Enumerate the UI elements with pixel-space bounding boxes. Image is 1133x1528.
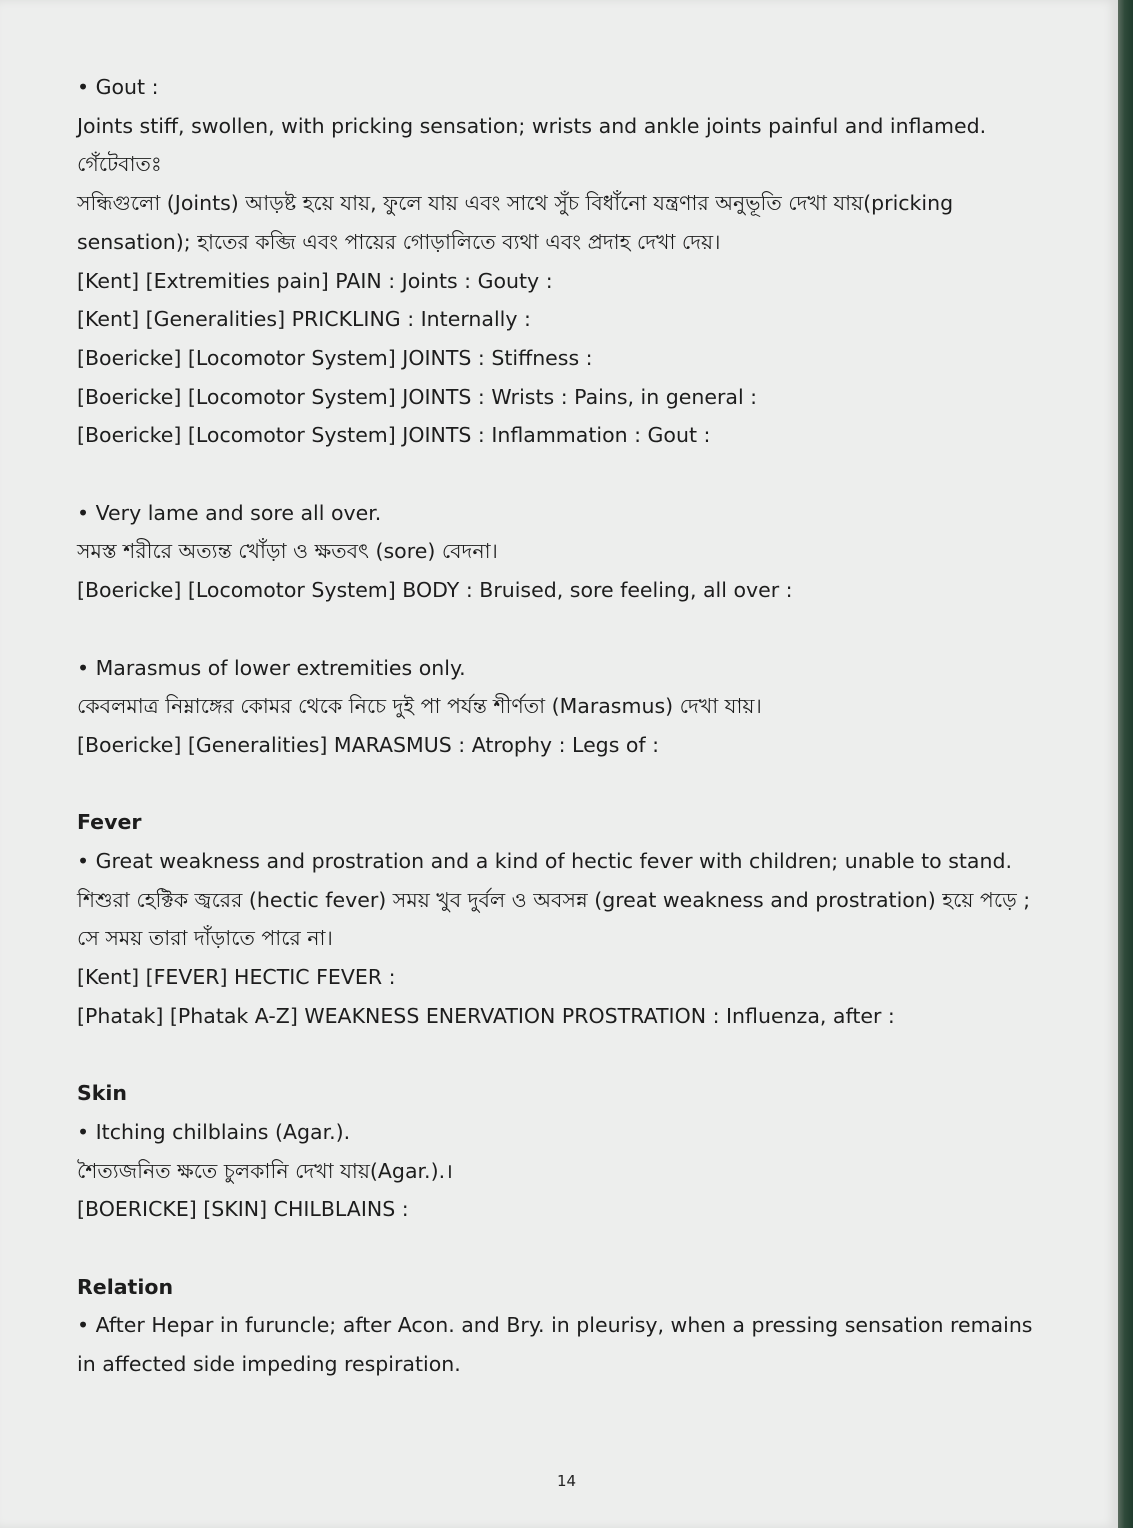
bengali-line: সে সময় তারা দাঁড়াতে পারে না। (77, 926, 333, 951)
bengali-line: গেঁটেবাতঃ (77, 152, 162, 177)
spacer (77, 610, 1097, 649)
bengali-line: শৈত্যজনিত ক্ষতে চুলকানি দেখা যায়(Agar.).। (77, 1158, 453, 1183)
rubric-line: [Kent] [Extremities pain] PAIN : Joints : Gouty : (77, 268, 553, 293)
rubric-line: [Boericke] [Locomotor System] JOINTS : Wrists : Pains, in general : (77, 384, 758, 409)
page-number: 14 (556, 1472, 577, 1490)
text-line: Joints stiff, swollen, with pricking sensation; wrists and ankle joints painful and inflamed. (77, 113, 987, 138)
spacer (77, 455, 1097, 494)
bullet-line: • Marasmus of lower extremities only. (77, 655, 466, 680)
spacer (77, 1229, 1097, 1268)
spacer (77, 1036, 1097, 1075)
rubric-line: [BOERICKE] [SKIN] CHILBLAINS : (77, 1197, 409, 1222)
section-heading: Relation (77, 1274, 174, 1299)
rubric-line: [Boericke] [Generalities] MARASMUS : Atrophy : Legs of : (77, 732, 660, 757)
spacer (77, 765, 1097, 804)
bullet-line: • Itching chilblains (Agar.). (77, 1119, 351, 1144)
section-marasmus (77, 649, 1097, 765)
section-relation (77, 1268, 1097, 1384)
bengali-line: কেবলমাত্র নিম্নাঙ্গের কোমর থেকে নিচে দুই পা পর্যন্ত শীর্ণতা (Marasmus) দেখা যায়। (77, 694, 762, 719)
bengali-line: সমস্ত শরীরে অত্যন্ত খোঁড়া ও ক্ষতবৎ (sore) বেদনা। (77, 539, 498, 564)
rubric-line: [Boericke] [Locomotor System] JOINTS : Inflammation : Gout : (77, 423, 711, 448)
rubric-line: [Kent] [FEVER] HECTIC FEVER : (77, 965, 396, 990)
bullet-line: • Gout : (77, 75, 159, 99)
book-spine (1118, 0, 1133, 1528)
section-skin (77, 1074, 1097, 1229)
text-line: in affected side impeding respiration. (77, 1352, 461, 1377)
section-lame (77, 494, 1097, 610)
section-heading: Fever (77, 810, 142, 835)
rubric-line: [Boericke] [Locomotor System] BODY : Bruised, sore feeling, all over : (77, 578, 793, 603)
bullet-line: • After Hepar in furuncle; after Acon. and Bry. in pleurisy, when a pressing sensation remains (77, 1313, 1033, 1338)
rubric-line: [Kent] [Generalities] PRICKLING : Internally : (77, 307, 531, 332)
rubric-line: [Boericke] [Locomotor System] JOINTS : Stiffness : (77, 345, 593, 370)
bullet-line: • Great weakness and prostration and a kind of hectic fever with children; unable to stand. (77, 849, 1013, 874)
section-gout (77, 68, 1097, 455)
bengali-line: সন্ধিগুলো (Joints) আড়ষ্ট হয়ে যায়, ফুলে যায় এবং সাথে সুঁচ বিধাঁনো যন্ত্রণার অনুভূতি দেখা যায়(pricking (77, 191, 954, 216)
section-heading: Skin (77, 1081, 128, 1106)
bengali-line: শিশুরা হেক্টিক জ্বরের (hectic fever) সময় খুব দুর্বল ও অবসন্ন (great weakness and prostration) হয়ে পড়ে ; (77, 887, 1031, 912)
section-fever (77, 803, 1097, 1035)
page-content (77, 68, 1097, 1384)
bullet-line: • Very lame and sore all over. (77, 500, 382, 525)
bengali-line: sensation); হাতের কব্জি এবং পায়ের গোড়ালিতে ব্যথা এবং প্রদাহ দেখা দেয়। (77, 229, 721, 254)
rubric-line: [Phatak] [Phatak A-Z] WEAKNESS ENERVATION PROSTRATION : Influenza, after : (77, 1003, 895, 1028)
